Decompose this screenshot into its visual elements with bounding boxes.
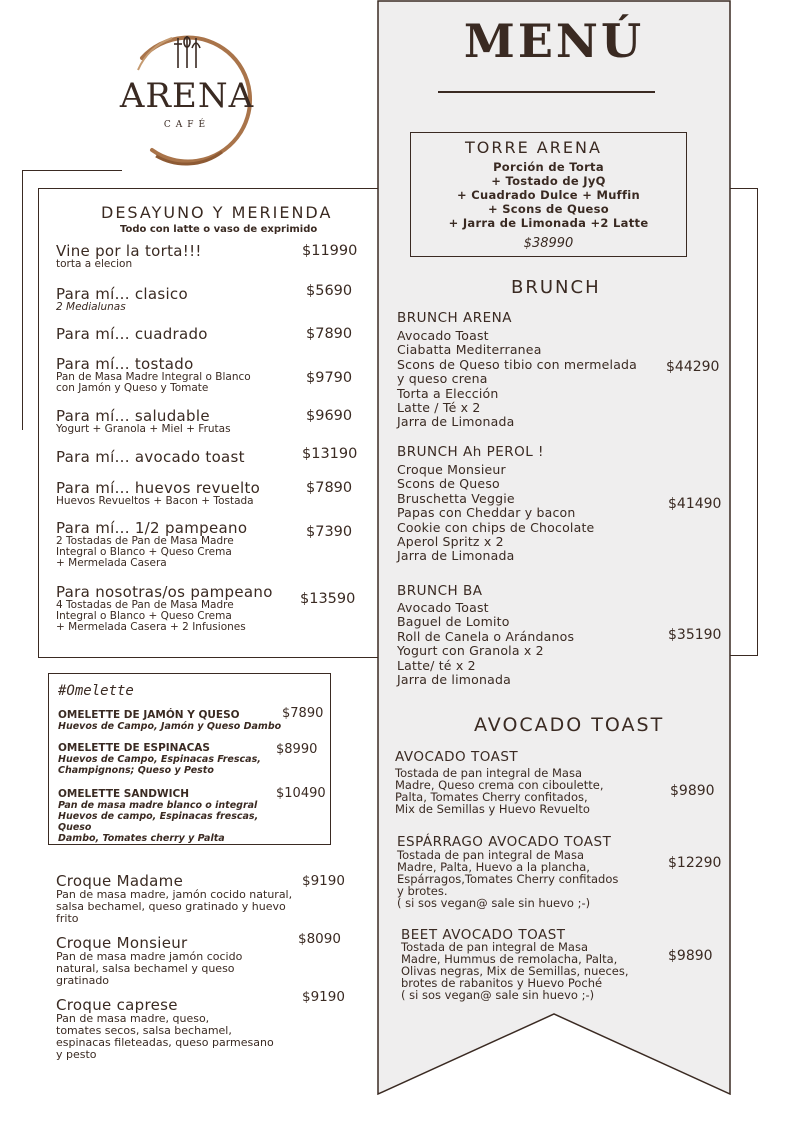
avocado-item-name: BEET AVOCADO TOAST bbox=[401, 927, 566, 943]
item-price: $11990 bbox=[302, 243, 358, 259]
brunch-item-name: BRUNCH ARENA bbox=[397, 310, 512, 326]
item-price: $9890 bbox=[670, 783, 715, 799]
item-price: $13590 bbox=[300, 591, 356, 607]
breakfast-item: Para mí... cuadrado bbox=[56, 325, 208, 343]
item-price: $7890 bbox=[306, 480, 353, 496]
item-price: $7890 bbox=[306, 326, 353, 342]
item-price: $41490 bbox=[668, 496, 722, 512]
item-price: $35190 bbox=[668, 627, 722, 643]
item-price: $44290 bbox=[666, 359, 720, 375]
decor-line-left-top bbox=[22, 170, 122, 171]
item-price: $12290 bbox=[668, 855, 722, 871]
item-price: $9890 bbox=[668, 948, 713, 964]
brand-subtitle: CAFÉ bbox=[163, 120, 211, 130]
croque-item: Croque caprese Pan de masa madre, queso, tomates secos, salsa bechamel, espinacas fileteadas, queso parmesano y pesto bbox=[56, 996, 274, 1061]
menu-title: MENÚ bbox=[463, 14, 645, 68]
breakfast-item: Para mí... saludable Yogurt + Granola + Miel + Frutas bbox=[56, 407, 231, 435]
avocado-title: AVOCADO TOAST bbox=[474, 714, 665, 736]
omelette-item: OMELETTE DE ESPINACAS Huevos de Campo, Espinacas Frescas, Champignons; Queso y Pesto bbox=[58, 742, 261, 776]
item-price: $9190 bbox=[302, 873, 345, 889]
item-price: $8090 bbox=[298, 931, 341, 947]
item-price: $5690 bbox=[306, 283, 353, 299]
avocado-item-desc: Tostada de pan integral de Masa Madre, Hummus de remolacha, Palta, Olivas negras, Mix de Semillas, nueces, brotes de rabanitos y Huevo Poché ( si sos vegan@ sale sin huevo ;-) bbox=[401, 940, 629, 1002]
brunch-item-list: Croque Monsieur Scons de Queso Bruschetta Veggie Papas con Cheddar y bacon Cookie con chips de Chocolate Aperol Spritz x 2 Jarra de Limonada bbox=[397, 462, 595, 564]
omelette-title: #Omelette bbox=[58, 683, 134, 699]
breakfast-item: Para nosotras/os pampeano 4 Tostadas de Pan de Masa Madre Integral o Blanco + Queso Crema + Mermelada Casera + 2 Infusiones bbox=[56, 583, 273, 633]
avocado-item-desc: Tostada de pan integral de Masa Madre, Queso crema con ciboulette, Palta, Tomates Cherry confitados, Mix de Semillas y Huevo Revuelto bbox=[395, 766, 604, 816]
torre-price: $38990 bbox=[523, 236, 574, 251]
croque-item: Croque Madame Pan de masa madre, jamón cocido natural, salsa bechamel, queso gratinado y huevo frito bbox=[56, 872, 293, 925]
brand-logo bbox=[112, 18, 262, 168]
menu-title-underline bbox=[438, 91, 655, 93]
breakfast-item: Para mí... tostado Pan de Masa Madre Integral o Blanco con Jamón y Queso y Tomate bbox=[56, 355, 251, 394]
avocado-item-name: AVOCADO TOAST bbox=[395, 749, 519, 765]
item-price: $9190 bbox=[302, 989, 345, 1005]
breakfast-item: Para mí... avocado toast bbox=[56, 448, 245, 466]
croque-item: Croque Monsieur Pan de masa madre jamón cocido natural, salsa bechamel y queso gratinado bbox=[56, 934, 243, 987]
item-price: $9690 bbox=[306, 408, 353, 424]
omelette-item: OMELETTE DE JAMÓN Y QUESO Huevos de Campo, Jamón y Queso Dambo bbox=[58, 709, 282, 732]
brand-name: ARENA bbox=[119, 76, 255, 116]
brunch-item-list: Avocado Toast Ciabatta Mediterranea Scons de Queso tibio con mermelada y queso crena Torta a Elección Latte / Té x 2 Jarra de Limonada bbox=[397, 328, 638, 430]
avocado-item-name: ESPÁRRAGO AVOCADO TOAST bbox=[397, 834, 612, 850]
brunch-item-name: BRUNCH BA bbox=[397, 583, 483, 599]
item-price: $9790 bbox=[306, 370, 353, 386]
omelette-item: OMELETTE SANDWICH Pan de masa madre blanco o integral Huevos de campo, Espinacas frescas, Queso Dambo, Tomates cherry y Palta bbox=[58, 788, 259, 844]
decor-line-right-vert bbox=[757, 188, 758, 655]
breakfast-item: Vine por la torta!!! torta a elecion bbox=[56, 242, 202, 270]
breakfast-item: Para mí... huevos revuelto Huevos Revueltos + Bacon + Tostada bbox=[56, 479, 261, 507]
brunch-item-list: Avocado Toast Baguel de Lomito Roll de Canela o Arándanos Yogurt con Granola x 2 Latte/ té x 2 Jarra de limonada bbox=[397, 600, 575, 688]
decor-line-left-vert bbox=[22, 170, 23, 430]
avocado-item-desc: Tostada de pan integral de Masa Madre, Palta, Huevo a la plancha, Espárragos,Tomates Cherry confitados y brotes. ( si sos vegan@ sale sin huevo ;-) bbox=[397, 848, 619, 910]
decor-line-right-bottom bbox=[730, 655, 758, 656]
torre-title: TORRE ARENA bbox=[465, 138, 602, 157]
torre-items: Porción de Torta + Tostado de JyQ + Cuadrado Dulce + Muffin + Scons de Queso + Jarra de Limonada +2 Latte bbox=[448, 160, 649, 230]
item-price: $13190 bbox=[302, 446, 358, 462]
breakfast-subtitle: Todo con latte o vaso de exprimido bbox=[120, 224, 318, 235]
item-price: $10490 bbox=[276, 786, 326, 801]
breakfast-item: Para mí... clasico 2 Medialunas bbox=[56, 285, 188, 313]
item-price: $7390 bbox=[306, 524, 353, 540]
breakfast-item: Para mí... 1/2 pampeano 2 Tostadas de Pan de Masa Madre Integral o Blanco + Queso Crema + Mermelada Casera bbox=[56, 519, 248, 569]
item-price: $7890 bbox=[282, 706, 324, 721]
decor-line-right-top bbox=[730, 188, 758, 189]
item-price: $8990 bbox=[276, 742, 318, 757]
brunch-title: BRUNCH bbox=[511, 277, 601, 298]
brunch-item-name: BRUNCH Ah PEROL ! bbox=[397, 444, 544, 460]
breakfast-title: DESAYUNO Y MERIENDA bbox=[101, 203, 333, 222]
